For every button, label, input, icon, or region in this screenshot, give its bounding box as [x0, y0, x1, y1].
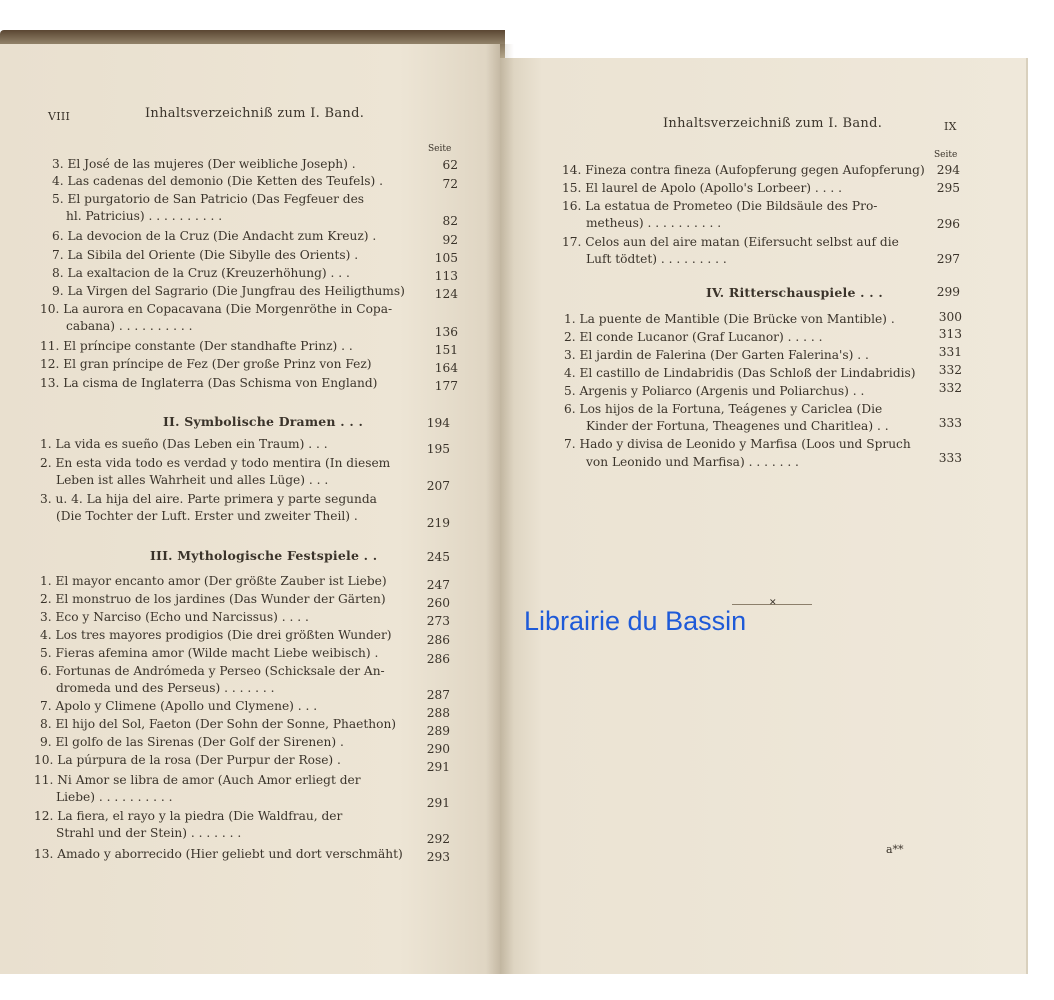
toc-page-number: 62: [442, 158, 458, 172]
toc-entry-continued: Liebe) . . . . . . . . . .: [56, 790, 173, 804]
left-folio: VIII: [48, 110, 71, 123]
toc-entry: 5. El purgatorio de San Patricio (Das Fegfeuer des: [52, 192, 365, 206]
toc-page-number: 72: [442, 177, 458, 191]
toc-entry: 7. Hado y divisa de Leonido y Marfisa (Loos und Spruch: [564, 437, 911, 451]
toc-page-number: 136: [434, 325, 458, 339]
toc-page-number: 124: [434, 287, 458, 301]
section-heading: IV. Ritterschauspiele . . .: [706, 285, 883, 300]
toc-entry: 5. Argenis y Poliarco (Argenis und Poliarchus) . .: [564, 384, 865, 398]
toc-entry: 11. El príncipe constante (Der standhafte Prinz) . .: [40, 339, 353, 353]
toc-entry: 13. La cisma de Inglaterra (Das Schisma von England): [40, 376, 378, 390]
toc-entry: 16. La estatua de Prometeo (Die Bildsäule des Pro-: [562, 199, 878, 213]
toc-page-number: 332: [938, 363, 962, 377]
left-running-head: Inhaltsverzeichniß zum I. Band.: [145, 106, 365, 121]
toc-page-number: 286: [426, 652, 450, 666]
toc-entry: 3. El jardin de Falerina (Der Garten Falerina's) . .: [564, 348, 869, 362]
toc-page-number: 333: [938, 416, 962, 430]
toc-entry: 8. La exaltacion de la Cruz (Kreuzerhöhung) . . .: [52, 266, 350, 280]
toc-entry: 10. La púrpura de la rosa (Der Purpur der Rose) .: [34, 753, 341, 767]
section-heading: II. Symbolische Dramen . . .: [163, 414, 364, 429]
toc-entry: 2. El conde Lucanor (Graf Lucanor) . . . . .: [564, 330, 823, 344]
toc-page-number: 300: [938, 310, 962, 324]
toc-entry: 3. El José de las mujeres (Der weibliche Joseph) .: [52, 157, 356, 171]
toc-entry: 1. La vida es sueño (Das Leben ein Traum) . . .: [40, 437, 328, 451]
toc-page-number: 177: [434, 379, 458, 393]
watermark-label: Librairie du Bassin: [524, 606, 747, 636]
toc-page-number: 105: [434, 251, 458, 265]
section-page-number: 299: [936, 285, 960, 299]
toc-page-number: 294: [936, 163, 960, 177]
toc-page-number: 207: [426, 479, 450, 493]
toc-entry: 12. El gran príncipe de Fez (Der große Prinz von Fez): [40, 357, 372, 371]
toc-entry-continued: metheus) . . . . . . . . . .: [586, 216, 722, 230]
toc-entry: 15. El laurel de Apolo (Apollo's Lorbeer) . . . .: [562, 181, 843, 195]
toc-page-number: 82: [442, 214, 458, 228]
toc-entry: 17. Celos aun del aire matan (Eifersucht selbst auf die: [562, 235, 899, 249]
toc-entry: 14. Fineza contra fineza (Aufopferung gegen Aufopferung): [562, 163, 925, 177]
toc-page-number: 289: [426, 724, 450, 738]
toc-entry-continued: Strahl und der Stein) . . . . . . .: [56, 826, 242, 840]
signature-mark: a**: [886, 843, 904, 856]
toc-page-number: 331: [938, 345, 962, 359]
toc-page-number: 288: [426, 706, 450, 720]
toc-entry: 13. Amado y aborrecido (Hier geliebt und dort verschmäht): [34, 847, 403, 861]
toc-page-number: 247: [426, 578, 450, 592]
toc-entry: 8. El hijo del Sol, Faeton (Der Sohn der Sonne, Phaethon): [40, 717, 397, 731]
toc-page-number: 313: [938, 327, 962, 341]
toc-entry-continued: cabana) . . . . . . . . . .: [66, 319, 193, 333]
toc-entry: 5. Fieras afemina amor (Wilde macht Liebe weibisch) .: [40, 646, 379, 660]
toc-entry: 4. El castillo de Lindabridis (Das Schloß der Lindabridis): [564, 366, 916, 380]
toc-page-number: 292: [426, 832, 450, 846]
section-heading: III. Mythologische Festspiele . .: [150, 548, 378, 563]
toc-entry: 11. Ni Amor se libra de amor (Auch Amor erliegt der: [34, 773, 361, 787]
toc-page-number: 290: [426, 742, 450, 756]
toc-page-number: 151: [434, 343, 458, 357]
toc-page-number: 219: [426, 516, 450, 530]
toc-entry: 3. u. 4. La hija del aire. Parte primera y parte segunda: [40, 492, 377, 506]
toc-page-number: 291: [426, 796, 450, 810]
toc-entry: 7. La Sibila del Oriente (Die Sibylle des Orients) .: [52, 248, 359, 262]
toc-page-number: 195: [426, 442, 450, 456]
toc-page-number: 293: [426, 850, 450, 864]
toc-entry: 6. Fortunas de Andrómeda y Perseo (Schicksale der An-: [40, 664, 385, 678]
toc-entry-continued: Kinder der Fortuna, Theagenes und Charitlea) . .: [586, 419, 889, 433]
toc-page-number: 297: [936, 252, 960, 266]
ornament-mark: ✕: [769, 598, 777, 608]
toc-entry: 1. La puente de Mantible (Die Brücke von Mantible) .: [564, 312, 895, 326]
toc-entry: 9. El golfo de las Sirenas (Der Golf der Sirenen) .: [40, 735, 344, 749]
toc-entry: 9. La Virgen del Sagrario (Die Jungfrau des Heiligthums): [52, 284, 405, 298]
section-page-number: 245: [426, 550, 450, 564]
toc-page-number: 260: [426, 596, 450, 610]
toc-entry: 6. La devocion de la Cruz (Die Andacht zum Kreuz) .: [52, 229, 377, 243]
toc-page-number: 332: [938, 381, 962, 395]
toc-entry: 6. Los hijos de la Fortuna, Teágenes y Cariclea (Die: [564, 402, 883, 416]
toc-page-number: 287: [426, 688, 450, 702]
toc-entry-continued: Leben ist alles Wahrheit und alles Lüge) . . .: [56, 473, 329, 487]
section-page-number: 194: [426, 416, 450, 430]
right-folio: IX: [944, 120, 957, 133]
toc-page-number: 291: [426, 760, 450, 774]
toc-entry: 7. Apolo y Climene (Apollo und Clymene) . . .: [40, 699, 318, 713]
toc-entry: 1. El mayor encanto amor (Der größte Zauber ist Liebe): [40, 574, 387, 588]
toc-page-number: 92: [442, 233, 458, 247]
toc-page-number: 296: [936, 217, 960, 231]
toc-entry: 4. Los tres mayores prodigios (Die drei größten Wunder): [40, 628, 392, 642]
toc-page-number: 295: [936, 181, 960, 195]
toc-entry: 4. Las cadenas del demonio (Die Ketten des Teufels) .: [52, 174, 383, 188]
toc-page-number: 113: [434, 269, 458, 283]
left-seite-label: Seite: [428, 144, 452, 154]
toc-entry-continued: Luft tödtet) . . . . . . . . .: [586, 252, 727, 266]
toc-entry-continued: von Leonido und Marfisa) . . . . . . .: [586, 455, 799, 469]
right-running-head: Inhaltsverzeichniß zum I. Band.: [663, 116, 883, 131]
right-seite-label: Seite: [934, 150, 958, 160]
toc-entry: 2. En esta vida todo es verdad y todo mentira (In diesem: [40, 456, 391, 470]
toc-page-number: 273: [426, 614, 450, 628]
toc-entry: 3. Eco y Narciso (Echo und Narcissus) . . . .: [40, 610, 309, 624]
toc-page-number: 333: [938, 451, 962, 465]
toc-entry: 10. La aurora en Copacavana (Die Morgenröthe in Copa-: [40, 302, 393, 316]
toc-entry-continued: hl. Patricius) . . . . . . . . . .: [66, 209, 223, 223]
book-gutter: [486, 44, 514, 974]
toc-entry: 12. La fiera, el rayo y la piedra (Die Waldfrau, der: [34, 809, 343, 823]
toc-page-number: 286: [426, 633, 450, 647]
toc-page-number: 164: [434, 361, 458, 375]
toc-entry-continued: (Die Tochter der Luft. Erster und zweiter Theil) .: [56, 509, 358, 523]
toc-entry: 2. El monstruo de los jardines (Das Wunder der Gärten): [40, 592, 386, 606]
toc-entry-continued: dromeda und des Perseus) . . . . . . .: [56, 681, 275, 695]
